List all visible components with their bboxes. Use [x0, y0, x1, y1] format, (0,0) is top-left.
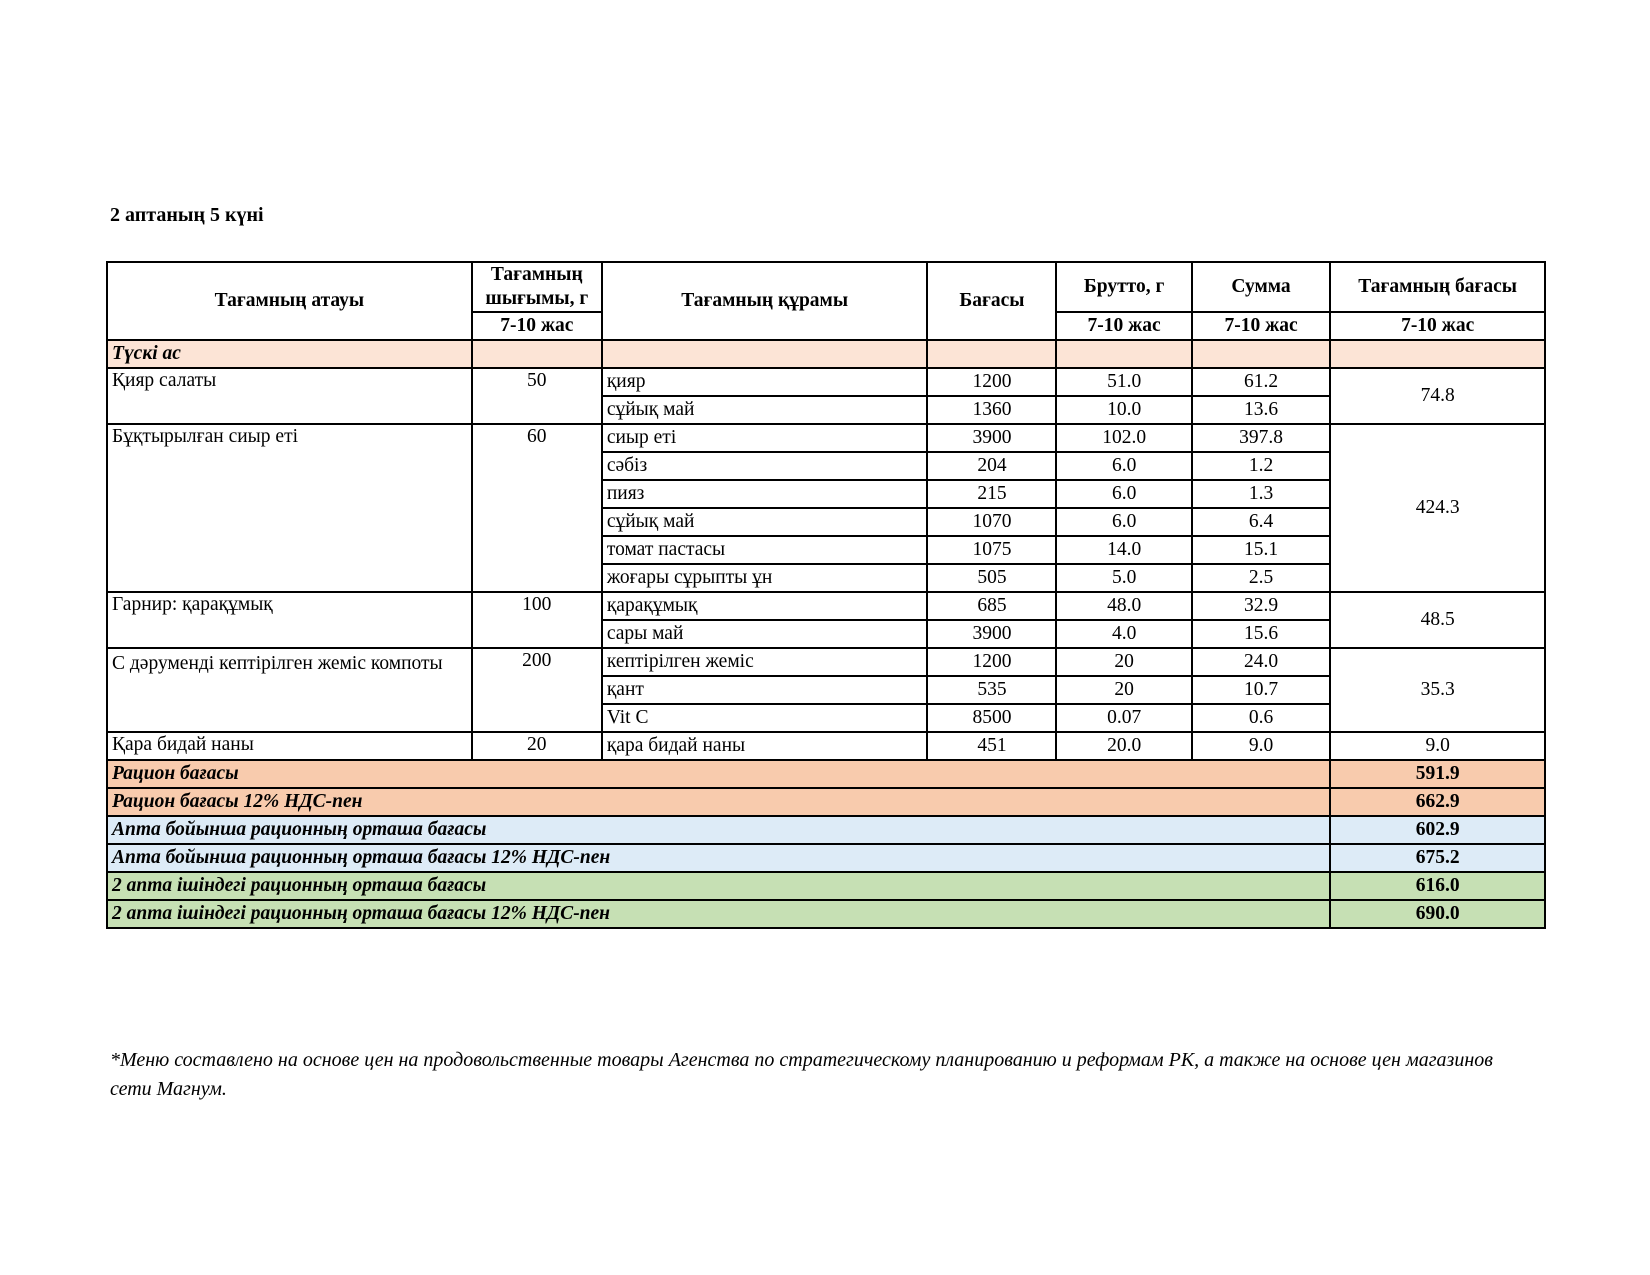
dish-price: 48.5 [1330, 592, 1545, 648]
header-row [107, 262, 1545, 312]
ingredient-sum: 24.0 [1192, 648, 1331, 676]
ingredient-brutto: 20 [1056, 648, 1191, 676]
ingredient-sum: 15.1 [1192, 536, 1331, 564]
summary-label: Рацион бағасы 12% НДС-пен [107, 788, 1330, 816]
footnote: *Меню составлено на основе цен на продовольственные товары Агенства по стратегическому планированию и реформам РК, а также на основе цен магазинов сети Магнум. [110, 1049, 1493, 1100]
ingredient-row [107, 424, 1545, 452]
ingredient-sum: 397.8 [1192, 424, 1331, 452]
summary-value: 616.0 [1330, 872, 1545, 900]
ingredient-price: 1070 [927, 508, 1056, 536]
header-age-brutto: 7-10 жас [1056, 312, 1191, 340]
ingredient-price: 204 [927, 452, 1056, 480]
ingredient-brutto: 20 [1056, 676, 1191, 704]
ingredient-price: 215 [927, 480, 1056, 508]
ingredient-name: кептірілген жеміс [602, 648, 928, 676]
dish-name: Қара бидай наны [107, 732, 472, 760]
ingredient-brutto: 10.0 [1056, 396, 1191, 424]
ingredient-sum: 10.7 [1192, 676, 1331, 704]
ingredient-name: сәбіз [602, 452, 928, 480]
section-label: Түскі ас [107, 340, 472, 368]
summary-value: 602.9 [1330, 816, 1545, 844]
ingredient-name: пияз [602, 480, 928, 508]
summary-value: 591.9 [1330, 760, 1545, 788]
summary-row [107, 872, 1545, 900]
ingredient-brutto: 20.0 [1056, 732, 1191, 760]
summary-label: 2 апта ішіндегі рационның орташа бағасы [107, 872, 1330, 900]
summary-label: Рацион бағасы [107, 760, 1330, 788]
ingredient-name: қант [602, 676, 928, 704]
ingredient-brutto: 6.0 [1056, 508, 1191, 536]
ingredient-price: 1200 [927, 648, 1056, 676]
ingredient-price: 3900 [927, 620, 1056, 648]
ingredient-brutto: 0.07 [1056, 704, 1191, 732]
summary-row [107, 788, 1545, 816]
header-brutto: Брутто, г [1056, 262, 1191, 312]
header-name: Тағамның атауы [107, 262, 472, 340]
summary-value: 675.2 [1330, 844, 1545, 872]
header-price: Бағасы [927, 262, 1056, 340]
dish-name: С дәруменді кептірілген жеміс компоты [107, 648, 472, 732]
header-yield: Тағамның шығымы, г [472, 262, 602, 312]
ingredient-sum: 2.5 [1192, 564, 1331, 592]
summary-label: 2 апта ішіндегі рационның орташа бағасы 12% НДС-пен [107, 900, 1330, 928]
header-sum: Сумма [1192, 262, 1331, 312]
header-age-yield: 7-10 жас [472, 312, 602, 340]
summary-value: 690.0 [1330, 900, 1545, 928]
ingredient-row [107, 592, 1545, 620]
dish-name: Қияр салаты [107, 368, 472, 424]
summary-row [107, 844, 1545, 872]
dish-yield: 100 [472, 592, 602, 648]
ingredient-sum: 13.6 [1192, 396, 1331, 424]
ingredient-price: 451 [927, 732, 1056, 760]
dish-name: Гарнир: қарақұмық [107, 592, 472, 648]
ingredient-name: қарақұмық [602, 592, 928, 620]
ingredient-row [107, 368, 1545, 396]
ingredient-price: 3900 [927, 424, 1056, 452]
ingredient-name: сиыр еті [602, 424, 928, 452]
ingredient-brutto: 4.0 [1056, 620, 1191, 648]
ingredient-name: қара бидай наны [602, 732, 928, 760]
summary-row [107, 900, 1545, 928]
ingredient-price: 505 [927, 564, 1056, 592]
header-dish-price: Тағамның бағасы [1330, 262, 1545, 312]
ingredient-row [107, 732, 1545, 760]
ingredient-name: Vit C [602, 704, 928, 732]
header-age-sum: 7-10 жас [1192, 312, 1331, 340]
dish-price: 424.3 [1330, 424, 1545, 592]
ingredient-sum: 1.3 [1192, 480, 1331, 508]
dish-yield: 200 [472, 648, 602, 732]
ingredient-brutto: 48.0 [1056, 592, 1191, 620]
summary-row [107, 816, 1545, 844]
summary-row [107, 760, 1545, 788]
summary-label: Апта бойынша рационның орташа бағасы [107, 816, 1330, 844]
ingredient-brutto: 6.0 [1056, 480, 1191, 508]
ingredient-sum: 1.2 [1192, 452, 1331, 480]
ingredient-row [107, 648, 1545, 676]
ingredient-price: 685 [927, 592, 1056, 620]
dish-price: 9.0 [1330, 732, 1545, 760]
dish-name: Бұқтырылған сиыр еті [107, 424, 472, 592]
ingredient-sum: 0.6 [1192, 704, 1331, 732]
ingredient-sum: 9.0 [1192, 732, 1331, 760]
ingredient-name: сұйық май [602, 396, 928, 424]
summary-value: 662.9 [1330, 788, 1545, 816]
ingredient-sum: 32.9 [1192, 592, 1331, 620]
dish-yield: 60 [472, 424, 602, 592]
dish-yield: 50 [472, 368, 602, 424]
header-age-dish-price: 7-10 жас [1330, 312, 1545, 340]
ingredient-brutto: 14.0 [1056, 536, 1191, 564]
ingredient-brutto: 6.0 [1056, 452, 1191, 480]
ingredient-name: жоғары сұрыпты ұн [602, 564, 928, 592]
ingredient-price: 535 [927, 676, 1056, 704]
ingredient-price: 1200 [927, 368, 1056, 396]
ingredient-price: 8500 [927, 704, 1056, 732]
dish-price: 35.3 [1330, 648, 1545, 732]
ingredient-brutto: 5.0 [1056, 564, 1191, 592]
ingredient-price: 1075 [927, 536, 1056, 564]
ingredient-sum: 61.2 [1192, 368, 1331, 396]
ingredient-name: қияр [602, 368, 928, 396]
ingredient-brutto: 51.0 [1056, 368, 1191, 396]
dish-price: 74.8 [1330, 368, 1545, 424]
ingredient-name: сары май [602, 620, 928, 648]
ingredient-name: томат пастасы [602, 536, 928, 564]
ingredient-sum: 15.6 [1192, 620, 1331, 648]
ingredient-price: 1360 [927, 396, 1056, 424]
ingredient-name: сұйық май [602, 508, 928, 536]
ingredient-sum: 6.4 [1192, 508, 1331, 536]
summary-label: Апта бойынша рационның орташа бағасы 12% НДС-пен [107, 844, 1330, 872]
header-composition: Тағамның құрамы [602, 262, 928, 340]
page-title: 2 аптаның 5 күні [110, 204, 264, 226]
dish-yield: 20 [472, 732, 602, 760]
menu-table [106, 261, 1546, 929]
ingredient-brutto: 102.0 [1056, 424, 1191, 452]
section-row [107, 340, 1545, 368]
